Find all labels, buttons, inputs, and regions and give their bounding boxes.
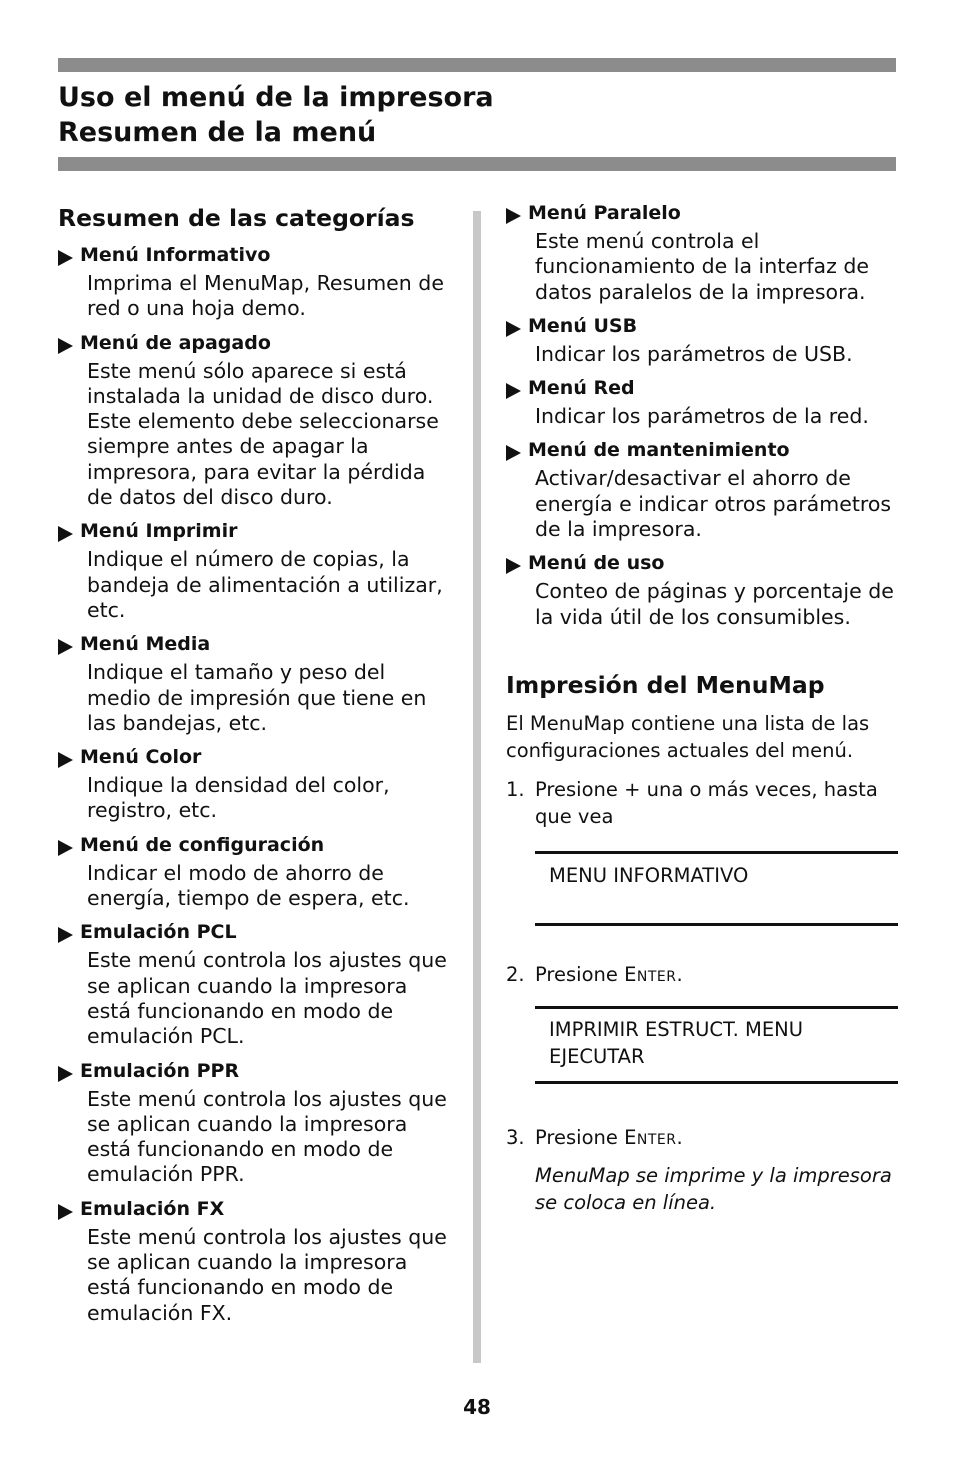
step-result: MenuMap se imprime y la impresora se coloca en línea. xyxy=(535,1163,892,1214)
category-title: Menú de mantenimiento xyxy=(528,439,790,462)
page-title-line-2: Resumen de la menú xyxy=(58,117,377,148)
display-message-1 xyxy=(535,851,898,926)
category-description: Indicar los parámetros de USB. xyxy=(535,341,853,366)
category-title: Menú Media xyxy=(80,633,211,656)
header-top-bar xyxy=(58,58,896,72)
category-title: Menú Color xyxy=(80,746,202,769)
arrow-right-icon xyxy=(58,752,73,768)
category-description: Este menú controla los ajustes que se aplican cuando la impresora está funcionando en modo de emulación PPR. xyxy=(87,1086,447,1187)
page-number: 48 xyxy=(463,1395,491,1419)
arrow-right-icon xyxy=(506,208,521,224)
menumap-heading: Impresión del MenuMap xyxy=(506,670,825,699)
category-item xyxy=(58,519,453,623)
category-description: Indique el número de copias, la bandeja de alimentación a utilizar, etc. xyxy=(87,547,443,622)
display-line: MENU INFORMATIVO xyxy=(549,863,749,887)
category-title: Menú Red xyxy=(528,377,635,400)
category-description: Indicar los parámetros de la red. xyxy=(535,404,869,429)
step-1 xyxy=(506,776,898,830)
right-column xyxy=(506,201,898,1216)
step-number: 2. xyxy=(506,962,525,986)
category-item xyxy=(506,438,898,542)
page-title-line-1: Uso el menú de la impresora xyxy=(58,82,494,113)
step-text: Presione xyxy=(535,962,618,986)
arrow-right-icon xyxy=(58,338,73,354)
category-description: Activar/desactivar el ahorro de energía e indicar otros parámetros de la impresora. xyxy=(535,466,892,542)
step-number: 1. xyxy=(506,777,525,801)
step-punctuation: . xyxy=(676,962,683,986)
arrow-right-icon xyxy=(58,927,73,943)
arrow-right-icon xyxy=(58,1204,73,1220)
category-item xyxy=(506,551,898,630)
category-item xyxy=(58,632,453,736)
category-title: Menú de uso xyxy=(528,552,665,575)
category-description: Imprima el MenuMap, Resumen de red o una hoja demo. xyxy=(87,271,444,321)
step-2 xyxy=(506,961,898,988)
arrow-right-icon xyxy=(506,383,521,399)
arrow-right-icon xyxy=(506,558,521,574)
category-title: Emulación FX xyxy=(80,1197,225,1220)
category-item xyxy=(506,376,898,429)
category-item xyxy=(58,833,453,912)
category-description: Este menú controla los ajustes que se aplican cuando la impresora está funcionando en modo de emulación PCL. xyxy=(87,948,447,1049)
category-title: Menú Informativo xyxy=(80,244,271,266)
arrow-right-icon xyxy=(506,321,521,337)
categories-heading: Resumen de las categorías xyxy=(58,204,415,232)
category-title: Emulación PCL xyxy=(80,921,237,944)
display-line: EJECUTAR xyxy=(549,1044,645,1068)
arrow-right-icon xyxy=(58,526,73,542)
column-divider xyxy=(473,211,481,1363)
display-line: IMPRIMIR ESTRUCT. MENU xyxy=(549,1017,804,1041)
category-title: Menú Paralelo xyxy=(528,202,681,224)
page-title xyxy=(58,80,494,150)
arrow-right-icon xyxy=(58,639,73,655)
menumap-intro: El MenuMap contiene una lista de las configuraciones actuales del menú. xyxy=(506,711,870,762)
arrow-right-icon xyxy=(506,445,521,461)
category-title: Menú Imprimir xyxy=(80,520,238,543)
category-title: Menú de apagado xyxy=(80,331,271,354)
category-item xyxy=(58,745,453,824)
enter-key-label: Enter xyxy=(624,1125,677,1149)
step-text: Presione + una o más veces, hasta que vea xyxy=(535,777,878,828)
arrow-right-icon xyxy=(58,250,73,266)
category-description: Indicar el modo de ahorro de energía, tiempo de espera, etc. xyxy=(87,860,410,911)
arrow-right-icon xyxy=(58,1066,73,1082)
category-description: Conteo de páginas y porcentaje de la vida útil de los consumibles. xyxy=(535,579,894,629)
category-title: Menú USB xyxy=(528,314,638,337)
category-item xyxy=(506,201,898,305)
display-message-2 xyxy=(535,1006,898,1084)
step-text: Presione xyxy=(535,1125,618,1149)
step-punctuation: . xyxy=(676,1125,683,1149)
left-column xyxy=(58,203,453,1335)
category-description: Indique el tamaño y peso del medio de impresión que tiene en las bandejas, etc. xyxy=(87,660,427,735)
category-item xyxy=(58,1059,453,1188)
category-title: Emulación PPR xyxy=(80,1059,240,1082)
category-item xyxy=(58,920,453,1049)
category-description: Este menú controla los ajustes que se aplican cuando la impresora está funcionando en modo de emulación FX. xyxy=(87,1224,447,1325)
category-title: Menú de configuración xyxy=(80,833,325,856)
category-description: Este menú sólo aparece si está instalada la unidad de disco duro. Este elemento debe seleccionarse siempre antes de apagar la impresora, para evitar la pérdida de datos del disco duro. xyxy=(87,358,439,510)
category-item xyxy=(58,243,453,322)
category-item xyxy=(58,1197,453,1326)
enter-key-label: Enter xyxy=(624,962,677,986)
step-3 xyxy=(506,1124,898,1151)
category-item xyxy=(506,314,898,367)
header-bottom-bar xyxy=(58,157,896,171)
category-description: Indique la densidad del color, registro, etc. xyxy=(87,773,390,823)
arrow-right-icon xyxy=(58,840,73,856)
category-item xyxy=(58,331,453,511)
category-description: Este menú controla el funcionamiento de la interfaz de datos paralelos de la impresora. xyxy=(535,229,869,304)
step-number: 3. xyxy=(506,1125,525,1149)
